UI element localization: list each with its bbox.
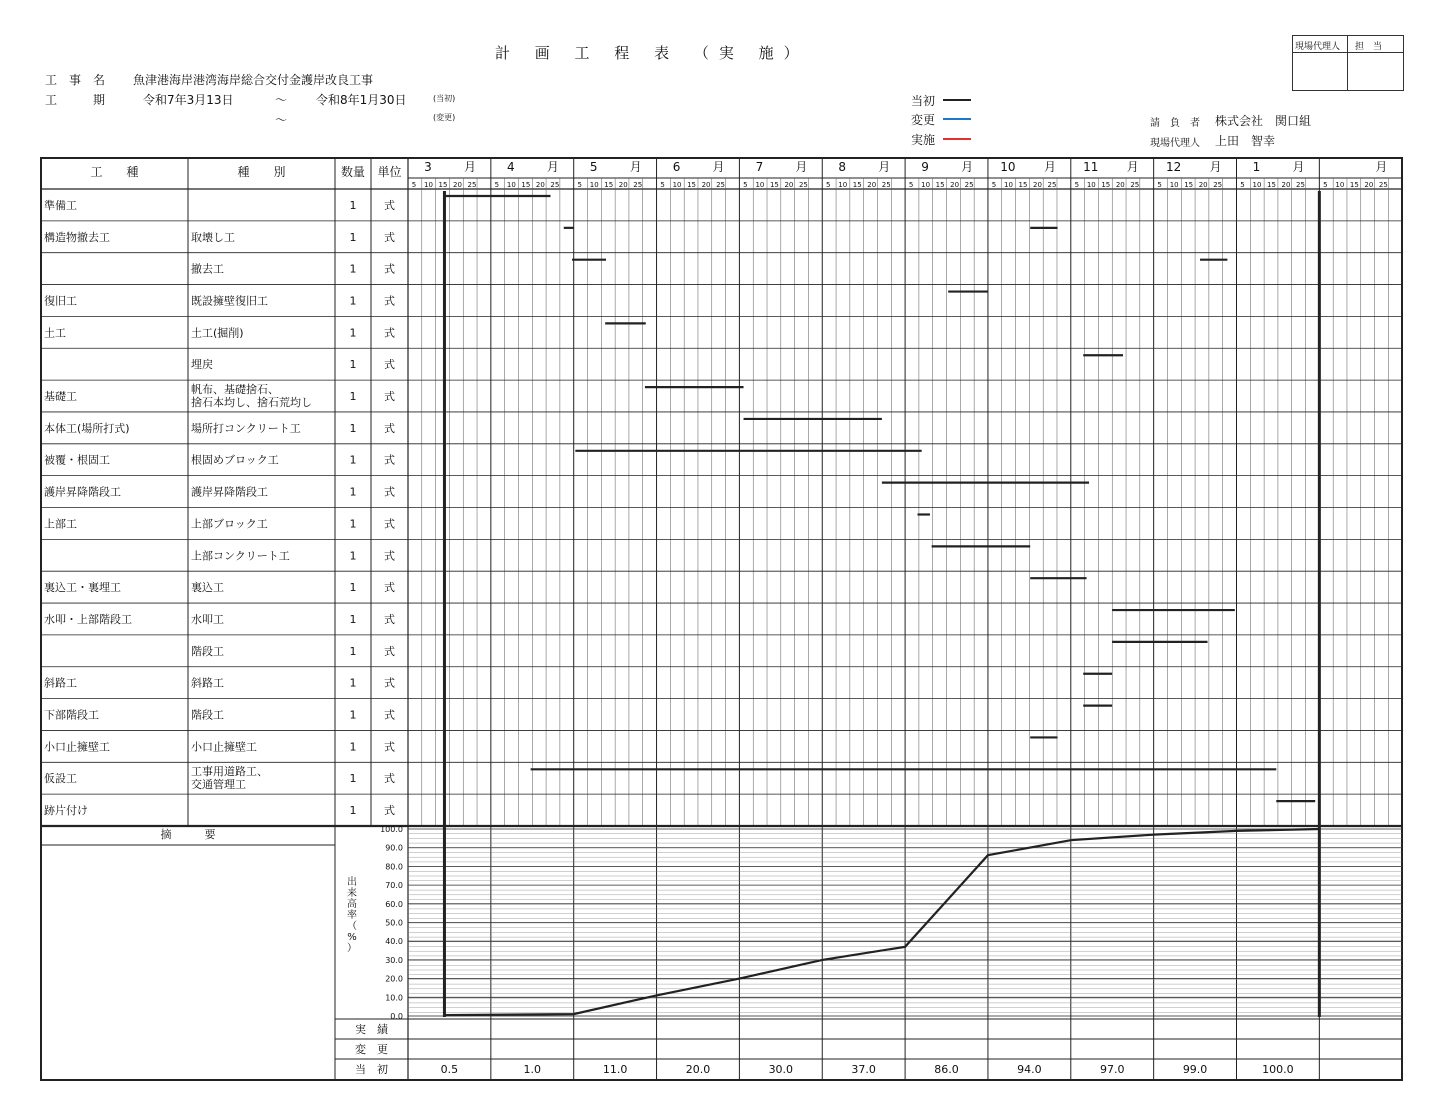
day-tick-label: 25 — [716, 181, 726, 189]
row-unit: 式 — [384, 644, 395, 658]
period-tilde: ～ — [275, 93, 288, 107]
row-unit: 式 — [384, 390, 395, 404]
y-axis-label-char: （ — [347, 921, 357, 932]
row-qty: 1 — [349, 804, 357, 818]
row-unit: 式 — [384, 421, 395, 435]
day-tick-label: 20 — [867, 181, 877, 189]
y-tick-label: 50.0 — [385, 918, 403, 928]
y-axis-label-char: ） — [347, 943, 357, 954]
y-tick-label: 40.0 — [385, 937, 403, 947]
month-number: 11 — [1083, 160, 1099, 174]
day-tick-label: 20 — [950, 181, 960, 189]
month-label: 月 — [712, 160, 725, 174]
row-work-type: 被覆・根固工 — [44, 453, 110, 467]
day-tick-label: 20 — [784, 181, 794, 189]
summary-label: 摘 要 — [160, 828, 216, 841]
period-progress-value: 11.0 — [602, 1063, 628, 1076]
day-tick-label: 15 — [604, 181, 614, 189]
day-tick-label: 10 — [1169, 181, 1179, 189]
day-tick-label: 20 — [701, 181, 711, 189]
day-tick-label: 15 — [1184, 181, 1194, 189]
day-tick-label: 10 — [921, 181, 931, 189]
day-tick-label: 5 — [743, 181, 748, 189]
y-tick-label: 100.0 — [380, 825, 403, 834]
row-category: 階段工 — [191, 708, 224, 722]
row-qty: 1 — [349, 676, 357, 690]
day-tick-label: 20 — [453, 181, 462, 189]
day-tick-label: 10 — [506, 181, 516, 189]
project-start-date: 令和7年3月13日 — [143, 93, 234, 107]
row-category: 撤去工 — [191, 262, 224, 276]
site-agent-name: 上田 智幸 — [1215, 134, 1276, 148]
day-tick-label: 20 — [1281, 181, 1291, 189]
row-qty: 1 — [349, 326, 357, 340]
day-tick-label: 10 — [1252, 181, 1262, 189]
day-tick-label: 20 — [1364, 181, 1374, 189]
y-axis-label-char: 高 — [347, 899, 357, 910]
changed-row-label: 変 更 — [355, 1043, 388, 1056]
day-tick-label: 15 — [852, 181, 862, 189]
header-unit: 単位 — [377, 165, 402, 179]
month-label: 月 — [795, 160, 808, 174]
day-tick-label: 5 — [1074, 181, 1080, 189]
day-tick-label: 20 — [1115, 181, 1125, 189]
day-tick-label: 10 — [1086, 181, 1096, 189]
day-tick-label: 10 — [589, 181, 599, 189]
row-qty: 1 — [349, 453, 357, 467]
row-unit: 式 — [384, 581, 395, 595]
period-progress-value: 97.0 — [1099, 1063, 1125, 1076]
row-unit: 式 — [384, 612, 395, 626]
day-tick-label: 25 — [550, 181, 560, 189]
header-work-type: 工 種 — [90, 165, 139, 179]
row-unit: 式 — [384, 804, 395, 818]
row-work-type: 斜路工 — [44, 676, 77, 690]
month-number: 6 — [672, 160, 681, 174]
month-number: 3 — [424, 160, 432, 174]
row-category: 階段工 — [191, 644, 224, 658]
day-tick-label: 10 — [838, 181, 848, 189]
row-qty: 1 — [349, 549, 357, 563]
legend-original-label: 当初 — [911, 94, 936, 108]
month-label: 月 — [546, 160, 559, 174]
y-tick-label: 70.0 — [385, 881, 403, 891]
row-category: 根固めブロック工 — [191, 453, 279, 467]
row-work-type: 小口止擁壁工 — [44, 740, 110, 754]
day-tick-label: 10 — [1335, 181, 1345, 189]
approval-role-staff: 担 当 — [1355, 42, 1383, 52]
row-qty: 1 — [349, 740, 357, 754]
day-tick-label: 10 — [1003, 181, 1013, 189]
row-work-type: 復旧工 — [44, 294, 77, 308]
y-tick-label: 80.0 — [385, 862, 403, 872]
day-tick-label: 20 — [1032, 181, 1042, 189]
row-unit: 式 — [384, 198, 395, 212]
day-tick-label: 5 — [1157, 181, 1162, 189]
progress-curve — [445, 829, 1320, 1015]
row-work-type: 護岸昇降階段工 — [44, 485, 121, 499]
period-progress-value: 1.0 — [523, 1063, 542, 1076]
original-note: (当初) — [433, 94, 456, 103]
day-tick-label: 15 — [1267, 181, 1276, 189]
actual-row-label: 実 績 — [355, 1023, 388, 1036]
row-work-type: 上部工 — [44, 517, 77, 531]
header-category: 種 別 — [237, 165, 286, 179]
month-label: 月 — [1375, 160, 1388, 174]
row-category: 小口止擁壁工 — [191, 740, 257, 754]
day-tick-label: 15 — [1101, 181, 1111, 189]
period-progress-value: 0.5 — [440, 1063, 459, 1076]
contractor-label: 請 負 者 — [1150, 118, 1200, 129]
row-unit: 式 — [384, 676, 395, 690]
month-label: 月 — [1292, 160, 1305, 174]
row-qty: 1 — [349, 485, 357, 499]
day-tick-label: 20 — [618, 181, 628, 189]
day-tick-label: 25 — [1213, 181, 1223, 189]
day-tick-label: 10 — [424, 181, 433, 189]
row-work-type: 本体工(場所打式) — [44, 421, 130, 435]
row-category: 場所打コンクリート工 — [191, 421, 301, 435]
row-work-type: 仮設工 — [44, 772, 77, 786]
row-qty: 1 — [349, 230, 357, 244]
row-unit: 式 — [384, 326, 395, 340]
row-category: 帆布、基礎捨石、 — [191, 383, 279, 397]
day-tick-label: 15 — [438, 181, 448, 189]
month-label: 月 — [463, 160, 477, 174]
row-category: 捨石本均し、捨石荒均し — [191, 396, 312, 410]
row-qty: 1 — [349, 772, 357, 786]
row-category: 上部ブロック工 — [191, 517, 268, 531]
project-period-label: 工 期 — [45, 93, 106, 107]
day-tick-label: 5 — [494, 181, 500, 189]
row-category: 上部コンクリート工 — [191, 549, 290, 563]
row-category: 護岸昇降階段工 — [191, 485, 268, 499]
row-qty: 1 — [349, 390, 357, 404]
day-tick-label: 25 — [1047, 181, 1057, 189]
y-axis-label-char: 率 — [347, 910, 357, 921]
day-tick-label: 25 — [964, 181, 974, 189]
row-category: 交通管理工 — [191, 778, 246, 792]
row-unit: 式 — [384, 453, 395, 467]
row-work-type: 土工 — [44, 326, 66, 340]
day-tick-label: 25 — [1130, 181, 1140, 189]
project-name-label: 工 事 名 — [45, 73, 106, 87]
day-tick-label: 5 — [1323, 181, 1328, 189]
row-qty: 1 — [349, 262, 357, 276]
day-tick-label: 15 — [687, 181, 697, 189]
row-unit: 式 — [384, 294, 395, 308]
row-work-type: 構造物撤去工 — [44, 230, 110, 244]
day-tick-label: 5 — [826, 181, 831, 189]
month-number: 8 — [838, 160, 847, 174]
day-tick-label: 15 — [769, 181, 779, 189]
row-qty: 1 — [349, 358, 357, 372]
y-tick-label: 10.0 — [385, 993, 403, 1003]
row-unit: 式 — [384, 262, 395, 276]
row-work-type: 跡片付け — [44, 804, 88, 818]
day-tick-label: 10 — [672, 181, 682, 189]
month-number: 5 — [589, 160, 598, 174]
day-tick-label: 15 — [935, 181, 945, 189]
month-number: 10 — [1000, 160, 1016, 174]
month-label: 月 — [1209, 160, 1222, 174]
row-category: 取壊し工 — [191, 230, 235, 244]
month-number: 1 — [1252, 160, 1261, 174]
row-category: 埋戻 — [191, 358, 213, 372]
day-tick-label: 25 — [1378, 181, 1388, 189]
row-category: 裏込工 — [191, 581, 224, 595]
day-tick-label: 10 — [755, 181, 765, 189]
period-progress-value: 20.0 — [685, 1063, 711, 1076]
legend-actual-label: 実施 — [911, 133, 936, 147]
row-qty: 1 — [349, 612, 357, 626]
period-progress-value: 86.0 — [934, 1063, 959, 1076]
row-work-type: 準備工 — [44, 198, 77, 212]
y-tick-label: 60.0 — [385, 899, 403, 909]
day-tick-label: 25 — [1296, 181, 1305, 189]
row-unit: 式 — [384, 485, 395, 499]
row-qty: 1 — [349, 517, 357, 531]
site-agent-label: 現場代理人 — [1150, 138, 1200, 149]
row-qty: 1 — [349, 294, 357, 308]
row-category: 既設擁壁復旧工 — [191, 294, 268, 308]
day-tick-label: 5 — [411, 181, 417, 189]
period-progress-value: 37.0 — [851, 1063, 876, 1076]
month-label: 月 — [961, 160, 974, 174]
month-number: 9 — [921, 160, 929, 174]
row-work-type: 裏込工・裏埋工 — [44, 581, 121, 595]
day-tick-label: 5 — [991, 181, 997, 189]
y-tick-label: 30.0 — [385, 955, 403, 965]
changed-note: (変更) — [433, 113, 456, 122]
month-label: 月 — [1043, 160, 1056, 174]
period-progress-value: 94.0 — [1017, 1063, 1042, 1076]
row-unit: 式 — [384, 517, 395, 531]
day-tick-label: 25 — [467, 181, 477, 189]
day-tick-label: 25 — [633, 181, 643, 189]
project-name: 魚津港海岸港湾海岸総合交付金護岸改良工事 — [133, 73, 374, 87]
y-tick-label: 20.0 — [385, 974, 403, 984]
row-unit: 式 — [384, 230, 395, 244]
row-unit: 式 — [384, 549, 395, 563]
approval-role-agent: 現場代理人 — [1295, 42, 1341, 52]
row-qty: 1 — [349, 581, 357, 595]
day-tick-label: 15 — [1018, 181, 1028, 189]
row-category: 水叩工 — [191, 612, 224, 626]
row-category: 土工(掘削) — [191, 326, 244, 340]
row-qty: 1 — [349, 421, 357, 435]
row-qty: 1 — [349, 708, 357, 722]
y-axis-label-char: 出 — [347, 877, 357, 888]
day-tick-label: 20 — [535, 181, 545, 189]
period-progress-value: 30.0 — [768, 1063, 794, 1076]
legend-changed-label: 変更 — [911, 113, 936, 127]
month-number: 12 — [1166, 160, 1182, 174]
row-work-type: 下部階段工 — [44, 708, 99, 722]
month-number: 4 — [507, 160, 515, 174]
day-tick-label: 25 — [881, 181, 891, 189]
period-progress-value: 99.0 — [1182, 1063, 1208, 1076]
month-label: 月 — [629, 160, 642, 174]
row-unit: 式 — [384, 358, 395, 372]
day-tick-label: 5 — [908, 181, 914, 189]
original-row-label: 当 初 — [355, 1063, 388, 1076]
y-tick-label: 90.0 — [385, 843, 403, 853]
day-tick-label: 25 — [798, 181, 808, 189]
page-title: 計 画 工 程 表 （実 施） — [495, 44, 809, 62]
day-tick-label: 5 — [577, 181, 582, 189]
y-tick-label: 0.0 — [390, 1012, 403, 1021]
row-unit: 式 — [384, 708, 395, 722]
row-category: 工事用道路工、 — [191, 765, 268, 779]
row-qty: 1 — [349, 198, 357, 212]
row-work-type: 基礎工 — [44, 390, 77, 404]
row-unit: 式 — [384, 740, 395, 754]
y-axis-label-char: % — [347, 932, 357, 943]
period-tilde-changed: ～ — [275, 113, 288, 127]
row-work-type: 水叩・上部階段工 — [44, 612, 132, 626]
header-qty: 数量 — [340, 165, 366, 179]
month-number: 7 — [755, 160, 764, 174]
day-tick-label: 5 — [660, 181, 665, 189]
day-tick-label: 20 — [1198, 181, 1208, 189]
day-tick-label: 5 — [1240, 181, 1245, 189]
period-progress-value: 100.0 — [1262, 1063, 1294, 1076]
row-qty: 1 — [349, 644, 357, 658]
month-label: 月 — [878, 160, 891, 174]
row-category: 斜路工 — [191, 676, 224, 690]
contractor-name: 株式会社 関口組 — [1215, 114, 1312, 128]
day-tick-label: 15 — [521, 181, 531, 189]
y-axis-label-char: 来 — [347, 888, 357, 899]
row-unit: 式 — [384, 772, 395, 786]
project-end-date: 令和8年1月30日 — [316, 93, 407, 107]
month-label: 月 — [1126, 160, 1139, 174]
day-tick-label: 15 — [1349, 181, 1359, 189]
